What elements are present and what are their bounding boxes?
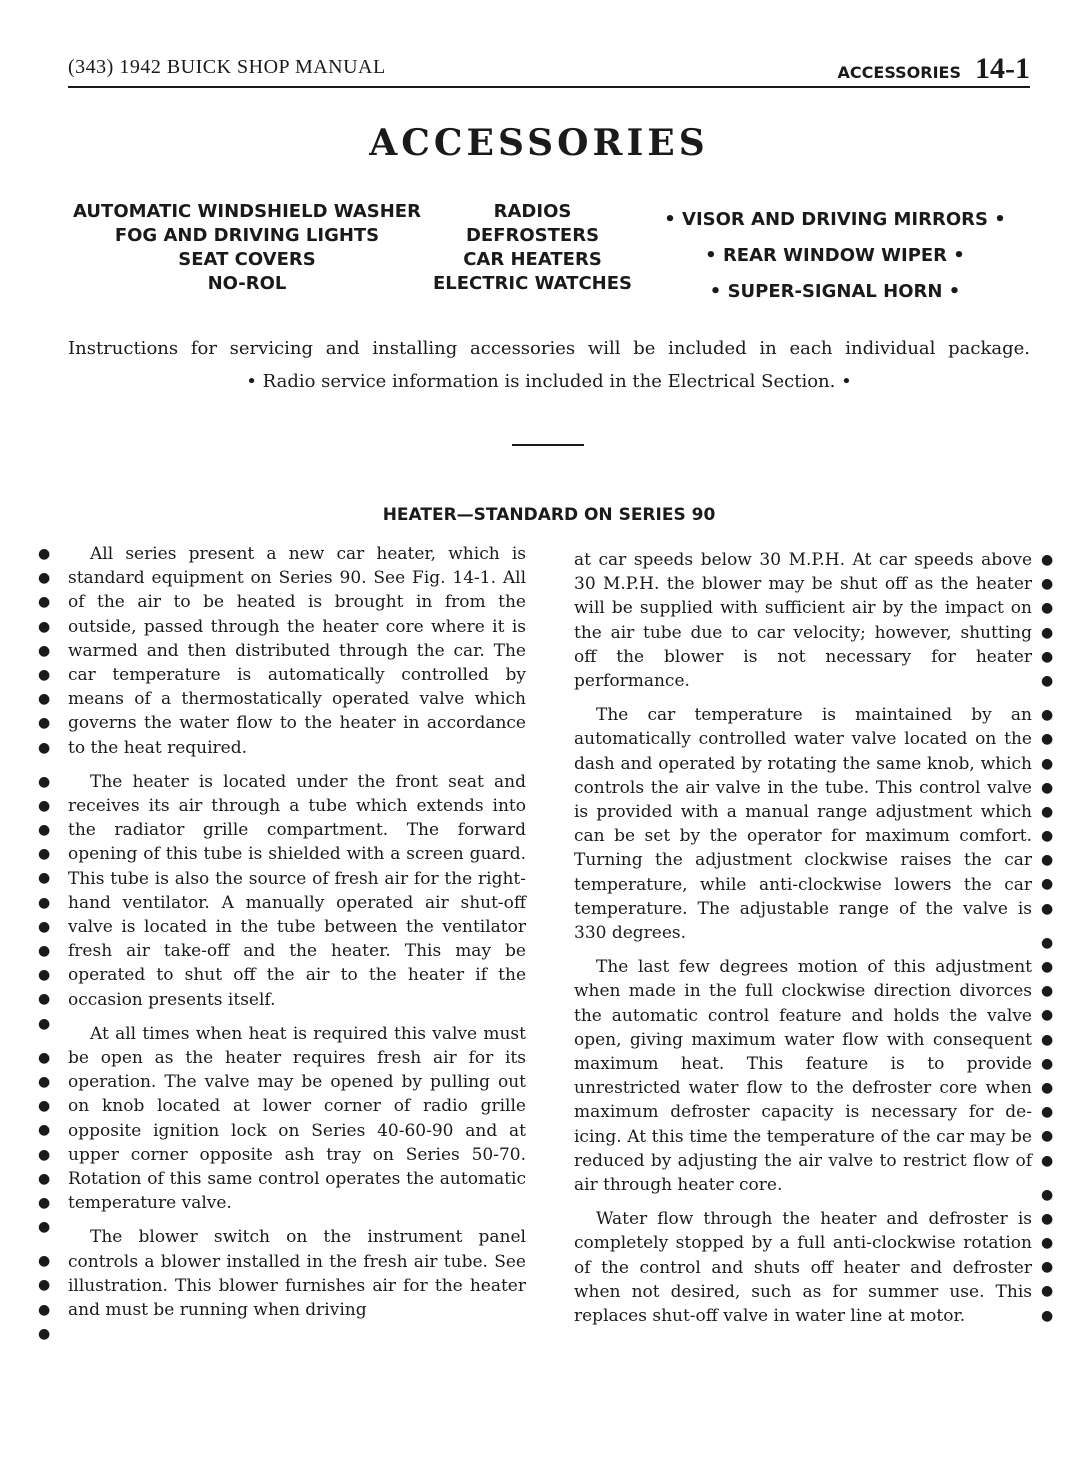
accessory-item: ELECTRIC WATCHES: [433, 273, 632, 294]
margin-bullet: ●: [38, 715, 51, 732]
radio-note: • Radio service information is included in the Electrical Section. •: [246, 371, 852, 392]
margin-bullet: ●: [38, 894, 51, 911]
margin-bullet: ●: [1041, 1079, 1054, 1096]
section-heading: HEATER—STANDARD ON SERIES 90: [382, 505, 716, 525]
right-column: [574, 548, 1032, 1338]
paragraph: All series present a new car heater, which is standard equipment on Series 90. See Fig. 14-1. All of the air to be heated is brought in from the outside, passed through the heater core where it is warmed and then distributed through the car. The car temperature is automatically controlled by means of a thermostatically operated valve which governs the water flow to the heater in accordance to the heat required.: [68, 544, 526, 758]
margin-bullet: ●: [1041, 1055, 1054, 1072]
margin-bullet: ●: [1041, 755, 1054, 772]
accessory-item: • SUPER-SIGNAL HORN •: [709, 281, 961, 302]
section-page-ref: [838, 52, 1030, 86]
bullet-gap: [1041, 921, 1053, 931]
paragraph: at car speeds below 30 M.P.H. At car speeds above 30 M.P.H. the blower may be shut off as the heater will be supplied with sufficient air by the impact on the air tube due to car velocity; however, shutting off the blower is not necessary for heater performance.: [574, 550, 1032, 692]
margin-bullet: ●: [1041, 803, 1054, 820]
margin-bullet: ●: [1041, 1283, 1054, 1300]
margin-bullet: ●: [38, 1194, 51, 1211]
margin-bullet: ●: [1041, 1128, 1054, 1145]
accessory-item: DEFROSTERS: [465, 225, 600, 246]
margin-bullet: ●: [1041, 1152, 1054, 1169]
margin-bullet: ●: [1041, 624, 1054, 641]
margin-bullet: ●: [38, 846, 51, 863]
accessory-item: • VISOR AND DRIVING MIRRORS •: [664, 209, 1006, 230]
bullet-gap: [1041, 1173, 1053, 1183]
margin-bullet: ●: [1041, 1307, 1054, 1324]
margin-bullet: ●: [1041, 552, 1054, 568]
bullet-gap: [38, 1036, 50, 1046]
section-name: ACCESSORIES: [837, 63, 961, 82]
margin-bullet: ●: [38, 1277, 51, 1294]
margin-bullet: ●: [38, 943, 51, 959]
paragraph: The blower switch on the instrument panel controls a blower installed in the fresh air tube. See illustration. This blower furnishes air for the heater and must be running when driving: [68, 1227, 526, 1321]
paragraph: The heater is located under the front seat and receives its air through a tube which extends into the radiator grille compartment. The forward opening of this tube is shielded with a screen guard. This tube is also the source of fresh air for the right-hand ventilator. A manually operated air shut-off valve is located in the tube between the ventilator fresh air take-off and the heater. This may be operated to shut off the air to the heater if the occasion presents itself.: [68, 771, 526, 1010]
margin-bullet: ●: [38, 1122, 51, 1139]
margin-bullet: ●: [1041, 1210, 1054, 1227]
margin-bullet: ●: [38, 1015, 51, 1032]
page-title: ACCESSORIES: [369, 122, 709, 164]
accessory-item: RADIOS: [493, 201, 572, 222]
paragraph: Water flow through the heater and defroster is completely stopped by a full anti-clockwise rotation of the control and shuts off heater and defroster when not desired, such as for summer use. This replaces shut-off valve in water line at motor.: [574, 1209, 1032, 1327]
margin-bullet: ●: [38, 546, 51, 562]
margin-bullet: ●: [38, 1098, 51, 1115]
margin-bullet: ●: [38, 1253, 51, 1270]
accessory-list-col3: [650, 202, 1020, 310]
paragraph: The last few degrees motion of this adjustment when made in the full clockwise direction divorces the automatic control feature and holds the valve open, giving maximum water flow with consequent maximum heat. This feature is to provide unrestricted water flow to the defroster core when maximum defroster capacity is necessary for de-icing. At this time the temperature of the car may be reduced by adjusting the air valve to restrict flow of air through heater core.: [574, 957, 1032, 1196]
margin-bullet: ●: [1041, 1007, 1054, 1024]
margin-bullet: ●: [1041, 1186, 1054, 1203]
margin-bullet: ●: [38, 739, 51, 756]
intro-line: Instructions for servicing and installing accessories will be included in each individual package.: [68, 338, 1030, 359]
margin-bullet: ●: [38, 870, 51, 887]
bullet-gap: [38, 1239, 50, 1249]
margin-bullet: ●: [1041, 600, 1054, 617]
margin-bullet: ●: [1041, 876, 1054, 893]
margin-bullet: ●: [38, 1049, 51, 1066]
margin-bullet: ●: [38, 618, 51, 635]
margin-bullet: ●: [38, 691, 51, 708]
margin-bullet: ●: [1041, 576, 1054, 593]
margin-bullet: ●: [38, 570, 51, 587]
margin-bullet: ●: [38, 773, 51, 790]
running-head: [68, 52, 1030, 88]
manual-title: (343) 1942 BUICK SHOP MANUAL: [68, 56, 386, 78]
margin-bullet: ●: [1041, 672, 1054, 689]
accessory-item: AUTOMATIC WINDSHIELD WASHER: [73, 201, 421, 222]
margin-bullet: ●: [1041, 983, 1054, 1000]
margin-bullet: ●: [38, 822, 51, 839]
left-column: [68, 542, 526, 1332]
margin-bullet: ●: [38, 1146, 51, 1163]
margin-bullet: ●: [38, 1170, 51, 1187]
margin-bullet: ●: [38, 642, 51, 659]
margin-bullet: ●: [38, 1301, 51, 1318]
bullet-gap: [38, 760, 50, 770]
margin-bullet: ●: [1041, 828, 1054, 845]
margin-bullet: ●: [1041, 648, 1054, 665]
accessory-item: NO-ROL: [207, 273, 287, 294]
margin-bullet: ●: [1041, 900, 1054, 917]
paragraph: The car temperature is maintained by an automatically controlled water valve located on the dash and operated by rotating the same knob, which controls the air valve in the tube. This control valve is provided with a manual range adjustment which can be set by the operator for maximum comfort. Turning the adjustment clockwise raises the car temperature, while anti-clockwise lowers the car temperature. The adjustable range of the valve is 330 degrees.: [574, 705, 1032, 944]
margin-bullets-right: [1041, 548, 1053, 1328]
accessory-item: • REAR WINDOW WIPER •: [705, 245, 965, 266]
intro-note: [68, 332, 1030, 398]
margin-bullet: ●: [1041, 779, 1054, 796]
margin-bullet: ●: [1041, 934, 1054, 951]
margin-bullet: ●: [1041, 1104, 1054, 1121]
accessory-item: FOG AND DRIVING LIGHTS: [114, 225, 380, 246]
margin-bullet: ●: [1041, 852, 1054, 869]
margin-bullet: ●: [38, 797, 51, 814]
accessory-list-col2: [420, 200, 645, 296]
margin-bullet: ●: [38, 967, 51, 984]
margin-bullet: ●: [38, 918, 51, 935]
paragraph: At all times when heat is required this valve must be open as the heater requires fresh air for its operation. The valve may be opened by pulling out on knob located at lower corner of radio grille opposite ignition lock on Series 40-60-90 and at upper corner opposite ash tray on Series 50-70. Rotation of this same control operates the automatic temperature valve.: [68, 1023, 526, 1214]
bullet-gap: [1041, 693, 1053, 703]
margin-bullet: ●: [38, 991, 51, 1008]
margin-bullet: ●: [1041, 1235, 1054, 1252]
margin-bullet: ●: [1041, 1031, 1054, 1048]
accessory-item: CAR HEATERS: [463, 249, 602, 270]
margin-bullet: ●: [38, 1219, 51, 1236]
margin-bullet: ●: [38, 1325, 51, 1342]
divider-rule: [512, 444, 584, 446]
margin-bullet: ●: [1041, 707, 1054, 724]
accessory-list-col1: [62, 200, 432, 296]
page-number: 14-1: [975, 52, 1030, 85]
margin-bullet: ●: [38, 594, 51, 611]
margin-bullet: ●: [1041, 1259, 1054, 1276]
margin-bullet: ●: [38, 666, 51, 683]
margin-bullets-left: [38, 542, 50, 1346]
margin-bullet: ●: [1041, 731, 1054, 748]
accessory-item: SEAT COVERS: [178, 249, 316, 270]
margin-bullet: ●: [1041, 959, 1054, 975]
margin-bullet: ●: [38, 1073, 51, 1090]
